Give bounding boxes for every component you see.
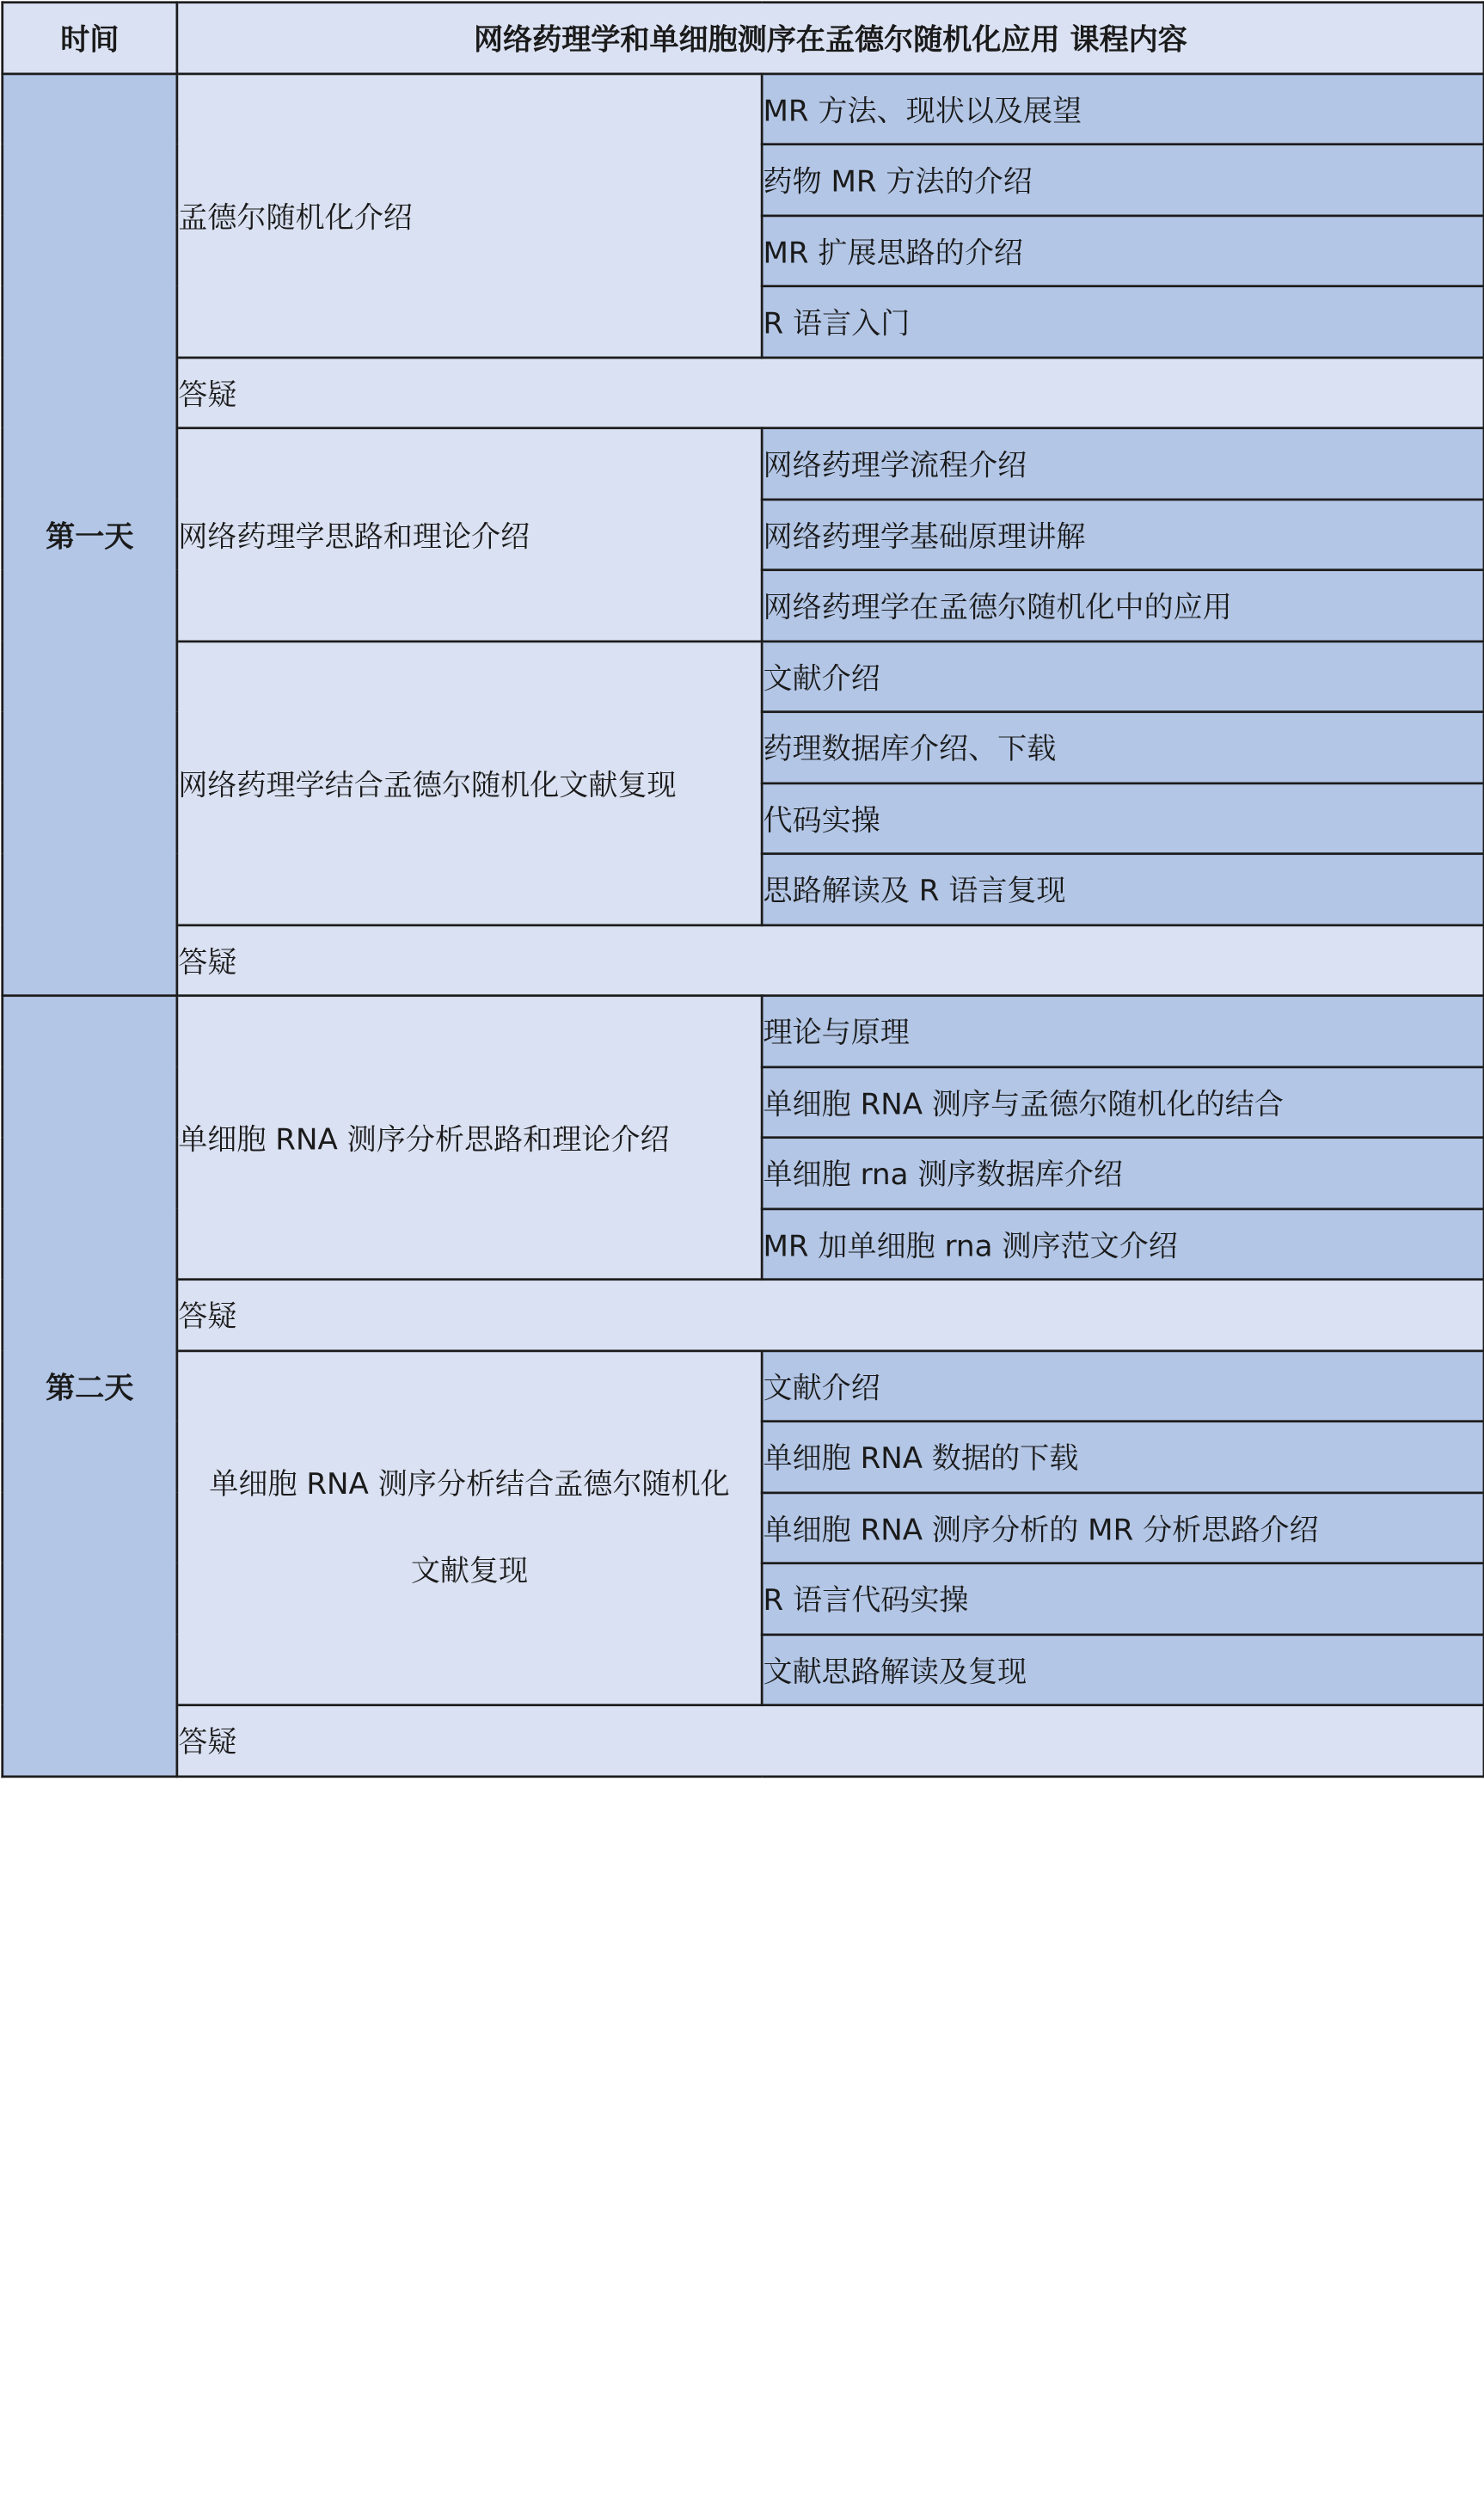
topic-single-cell-rna-paper-replication [177, 1350, 762, 1704]
subtopic-item: 单细胞 RNA 数据的下载 [762, 1422, 1484, 1492]
subtopic-item: R 语言代码实操 [762, 1563, 1484, 1634]
qa-session: 答疑 [177, 1280, 1484, 1350]
table-row [3, 1280, 1484, 1350]
qa-session: 答疑 [177, 924, 1484, 995]
course-schedule-table [1, 1, 1484, 1777]
subtopic-item: 文献思路解读及复现 [762, 1634, 1484, 1704]
subtopic-item: 单细胞 rna 测序数据库介绍 [762, 1138, 1484, 1208]
topic-line: 单细胞 RNA 测序分析结合孟德尔随机化 [209, 1466, 730, 1502]
subtopic-item: 单细胞 RNA 测序与孟德尔随机化的结合 [762, 1066, 1484, 1137]
table-row [3, 924, 1484, 995]
qa-session: 答疑 [177, 1705, 1484, 1776]
subtopic-item: 单细胞 RNA 测序分析的 MR 分析思路介绍 [762, 1492, 1484, 1563]
table-row [3, 996, 1484, 1066]
subtopic-item: MR 扩展思路的介绍 [762, 215, 1484, 286]
topic-network-pharmacology-intro: 网络药理学思路和理论介绍 [177, 428, 762, 641]
subtopic-item: 网络药理学基础原理讲解 [762, 499, 1484, 569]
subtopic-item: 网络药理学在孟德尔随机化中的应用 [762, 570, 1484, 641]
subtopic-item: 思路解读及 R 语言复现 [762, 854, 1484, 924]
topic-line: 文献复现 [410, 1553, 529, 1588]
qa-session: 答疑 [177, 357, 1484, 427]
subtopic-item: 文献介绍 [762, 1350, 1484, 1421]
subtopic-item: MR 方法、现状以及展望 [762, 73, 1484, 144]
header-time: 时间 [3, 3, 177, 73]
subtopic-item: 代码实操 [762, 783, 1484, 853]
table-row [3, 73, 1484, 144]
day-1-label: 第一天 [3, 73, 177, 995]
header-course-content: 网络药理学和单细胞测序在孟德尔随机化应用 课程内容 [177, 3, 1484, 73]
table-row [3, 1705, 1484, 1776]
table-header-row [3, 3, 1484, 73]
subtopic-item: R 语言入门 [762, 286, 1484, 357]
subtopic-item: MR 加单细胞 rna 测序范文介绍 [762, 1208, 1484, 1279]
day-2-label: 第二天 [3, 996, 177, 1776]
topic-mendelian-randomization-intro: 孟德尔随机化介绍 [177, 73, 762, 357]
topic-network-pharmacology-paper-replication: 网络药理学结合孟德尔随机化文献复现 [177, 641, 762, 924]
table-row [3, 641, 1484, 711]
subtopic-item: 理论与原理 [762, 996, 1484, 1066]
table-row [3, 1350, 1484, 1421]
subtopic-item: 文献介绍 [762, 641, 1484, 711]
subtopic-item: 药物 MR 方法的介绍 [762, 144, 1484, 215]
table-row [3, 357, 1484, 427]
subtopic-item: 网络药理学流程介绍 [762, 428, 1484, 499]
table-row [3, 428, 1484, 499]
topic-single-cell-rna-intro: 单细胞 RNA 测序分析思路和理论介绍 [177, 996, 762, 1280]
subtopic-item: 药理数据库介绍、下载 [762, 712, 1484, 783]
